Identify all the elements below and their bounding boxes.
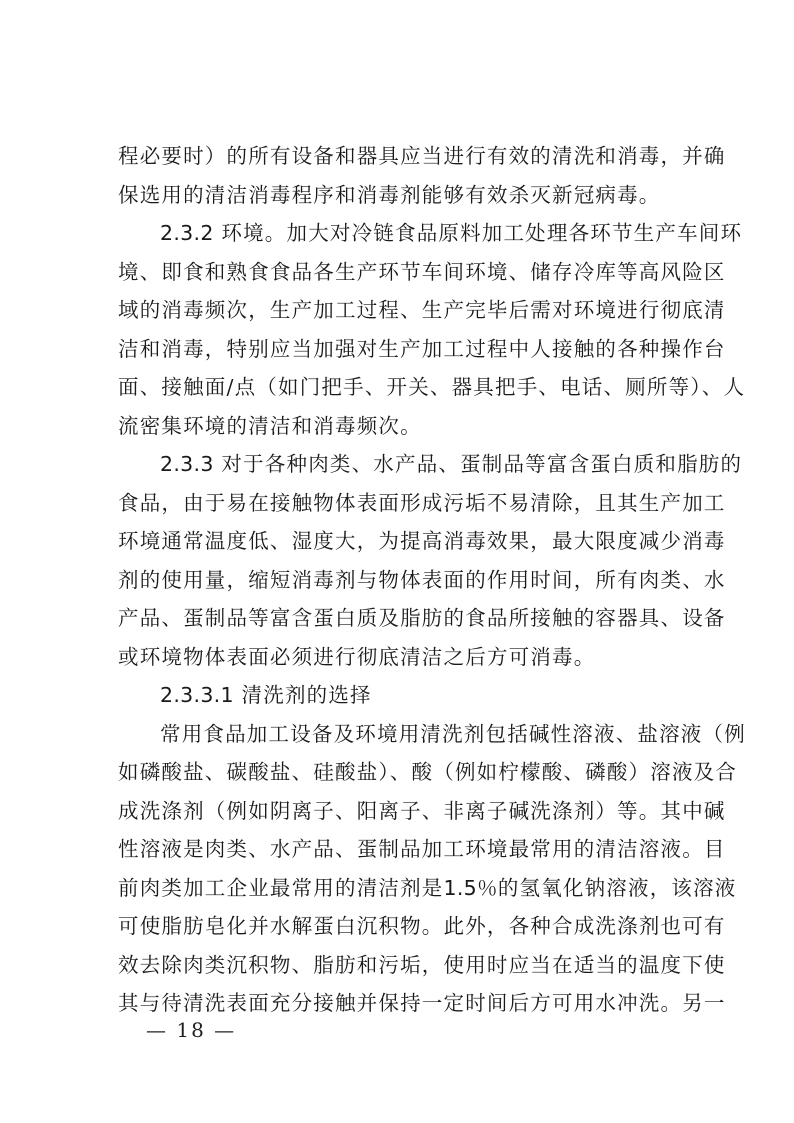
text-line: 其与待清洗表面充分接触并保持一定时间后方可用水冲洗。另一 — [118, 991, 726, 1015]
text-line: 域的消毒频次，生产加工过程、生产完毕后需对环境进行彻底清 — [118, 298, 726, 322]
text-line: 环境通常温度低、湿度大，为提高消毒效果，最大限度减少消毒 — [118, 529, 726, 553]
paragraph-2-3-3 — [118, 445, 743, 676]
text-line: 流密集环境的清洁和消毒频次。 — [118, 413, 422, 438]
text-line: 如磷酸盐、碳酸盐、硅酸盐）、酸（例如柠檬酸、磷酸）溶液及合 — [118, 760, 738, 784]
text-line: 或环境物体表面必须进行彻底清洁之后方可消毒。 — [118, 644, 596, 669]
text-line — [118, 676, 706, 715]
section-text: 环境。加大对冷链食品原料加工处理各环节生产车间环 — [213, 221, 743, 245]
text-line: 产品、蛋制品等富含蛋白质及脂肪的食品所接触的容器具、设备 — [118, 606, 726, 630]
paragraph-cleaners — [118, 715, 746, 1023]
text-line: 食品，由于易在接触物体表面形成污垢不易清除，且其生产加工 — [118, 490, 726, 515]
text-line: 性溶液是肉类、水产品、蛋制品加工环境最常用的清洁溶液。目 — [118, 837, 726, 861]
text-line: 常用食品加工设备及环境用清洗剂包括碱性溶液、盐溶液（例 — [160, 721, 746, 746]
section-text: 对于各种肉类、水产品、蛋制品等富含蛋白质和脂肪的 — [213, 452, 743, 476]
text-line: 境、即食和熟食食品各生产环节车间环境、储存冷库等高风险区 — [118, 259, 726, 284]
text-line: 可使脂肪皂化并水解蛋白沉积物。此外，各种合成洗涤剂也可有 — [118, 914, 726, 938]
text-line: 程必要时）的所有设备和器具应当进行有效的清洗和消毒，并确 — [118, 144, 726, 168]
section-number: 2.3.3 — [160, 452, 214, 476]
text-fragment: 前肉类加工企业最常用的清洁剂是 — [118, 875, 444, 900]
text-line — [118, 869, 737, 908]
heading-2-3-3-1 — [118, 676, 706, 715]
document-body — [118, 137, 746, 1023]
text-line: 保选用的清洁消毒程序和消毒剂能够有效杀灭新冠病毒。 — [118, 182, 661, 207]
text-line: 剂的使用量，缩短消毒剂与物体表面的作用时间，所有肉类、水 — [118, 567, 726, 592]
text-line: 面、接触面/点（如门把手、开关、器具把手、电话、厕所等）、人 — [118, 375, 746, 399]
paragraph-continuation — [118, 137, 726, 214]
text-line: 效去除肉类沉积物、脂肪和污垢，使用时应当在适当的温度下使 — [118, 952, 726, 977]
text-fragment: 的氢氧化钠溶液，该溶液 — [497, 875, 737, 900]
section-number: 2.3.3.1 — [160, 683, 234, 707]
page-number: — 18 — — [146, 1018, 237, 1042]
text-line — [118, 445, 743, 484]
concentration-value: 1.5％ — [443, 875, 498, 900]
paragraph-2-3-2 — [118, 214, 746, 445]
section-number: 2.3.2 — [160, 221, 214, 245]
text-line: 成洗涤剂（例如阴离子、阳离子、非离子碱洗涤剂）等。其中碱 — [118, 798, 726, 823]
text-line: 洁和消毒，特别应当加强对生产加工过程中人接触的各种操作台 — [118, 336, 726, 361]
section-text: 清洗剂的选择 — [233, 683, 372, 707]
text-line — [118, 214, 743, 253]
